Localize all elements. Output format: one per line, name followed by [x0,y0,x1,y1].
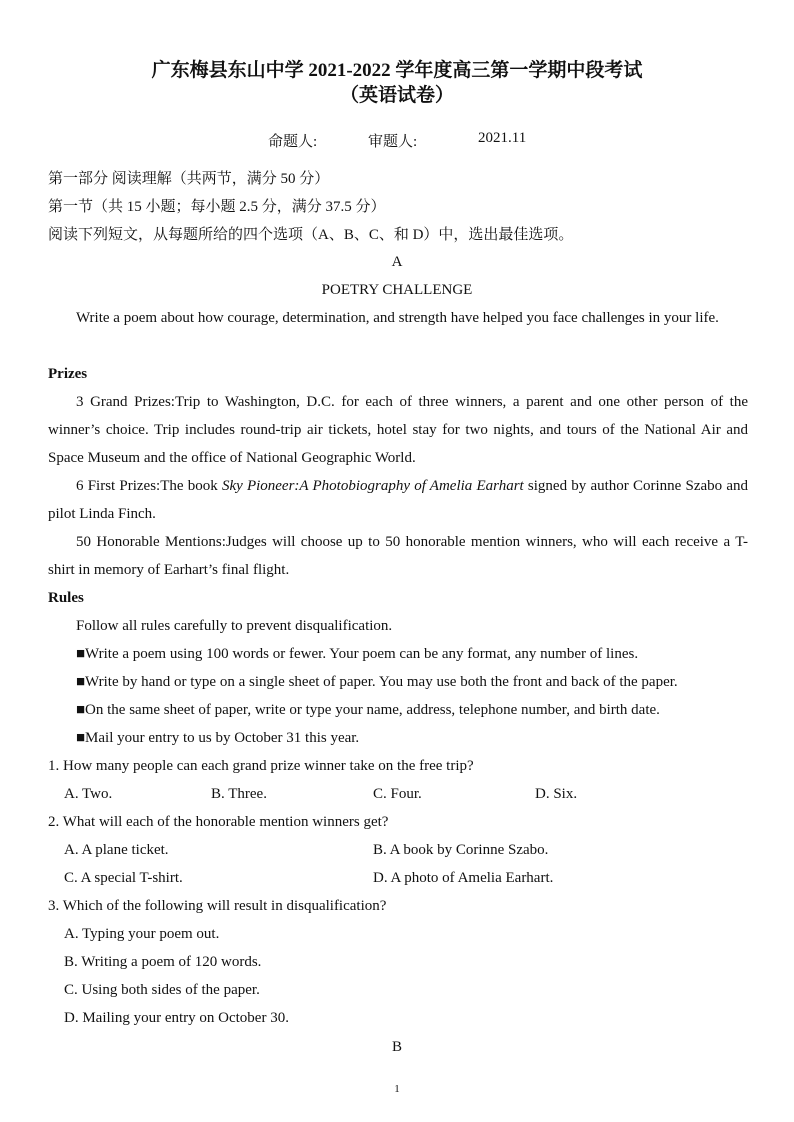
passage-a-letter: A [391,254,403,270]
exam-title: 广东梅县东山中学 2021-2022 学年度高三第一学期中段考试 [151,60,643,81]
book-title: Sky Pioneer:A Photobiography of Amelia Earhart [221,478,524,494]
rules-intro: Follow all rules carefully to prevent disqualification. [76,618,393,634]
rule-item: ■Write by hand or type on a single sheet of paper. You may use both the front and back of the paper. [76,674,678,690]
part-heading: 第一部分 阅读理解（共两节，满分 50 分） [48,171,330,187]
rules-heading: Rules [48,590,84,606]
page-number: 1 [394,1083,400,1095]
q1-option-c: C. Four. [373,786,422,802]
passage-a-title: POETRY CHALLENGE [321,282,473,298]
q1-option-b: B. Three. [211,786,267,802]
passage-intro: Write a poem about how courage, determination, and strength have helped you face challenges in your life. [76,310,719,326]
reviewer-label: 审题人: [368,134,418,150]
honorable-mentions: 50 Honorable Mentions:Judges will choose up to 50 honorable mention winners, who will each receive a T-shirt in memory of Earhart’s final flight. [48,534,748,578]
q3-option-d: D. Mailing your entry on October 30. [64,1010,289,1026]
q3-option-b: B. Writing a poem of 120 words. [64,954,262,970]
exam-date: 2021.11 [478,130,527,146]
q1-option-d: D. Six. [535,786,578,802]
setter-label: 命题人: [268,134,318,150]
exam-subtitle: （英语试卷） [339,85,454,106]
grand-prizes: 3 Grand Prizes:Trip to Washington, D.C. for each of three winners, a parent and one other person of the winner’s choice. Trip includes round-trip air tickets, hotel stay for two nights, and tours of the National Air and Space Museum and the office of National Geographic World. [48,394,748,466]
question-1-stem: 1. How many people can each grand prize winner take on the free trip? [48,758,474,774]
section-heading: 第一节（共 15 小题；每小题 2.5 分，满分 37.5 分） [48,199,386,215]
question-2-stem: 2. What will each of the honorable mention winners get? [48,814,389,830]
rule-item: ■On the same sheet of paper, write or type your name, address, telephone number, and birth date. [76,702,660,718]
question-3-stem: 3. Which of the following will result in disqualification? [48,898,387,914]
q1-option-a: A. Two. [64,786,113,802]
q2-option-a: A. A plane ticket. [64,842,169,858]
first-prizes-pre: 6 First Prizes:The book [76,478,222,494]
directions: 阅读下列短文，从每题所给的四个选项（A、B、C、和 D）中，选出最佳选项。 [48,227,574,243]
q2-option-c: C. A special T-shirt. [64,870,183,886]
prizes-heading: Prizes [48,366,88,382]
first-prizes [48,472,748,528]
q2-option-d: D. A photo of Amelia Earhart. [373,870,554,886]
rule-item: ■Mail your entry to us by October 31 this year. [76,730,360,746]
q3-option-a: A. Typing your poem out. [64,926,220,942]
q2-option-b: B. A book by Corinne Szabo. [373,842,549,858]
rule-item: ■Write a poem using 100 words or fewer. Your poem can be any format, any number of lines. [76,646,639,662]
first-prizes-post: signed by author Corinne Szabo and pilot Linda Finch. [48,478,749,522]
passage-b-letter: B [391,1039,402,1055]
q3-option-c: C. Using both sides of the paper. [64,982,260,998]
